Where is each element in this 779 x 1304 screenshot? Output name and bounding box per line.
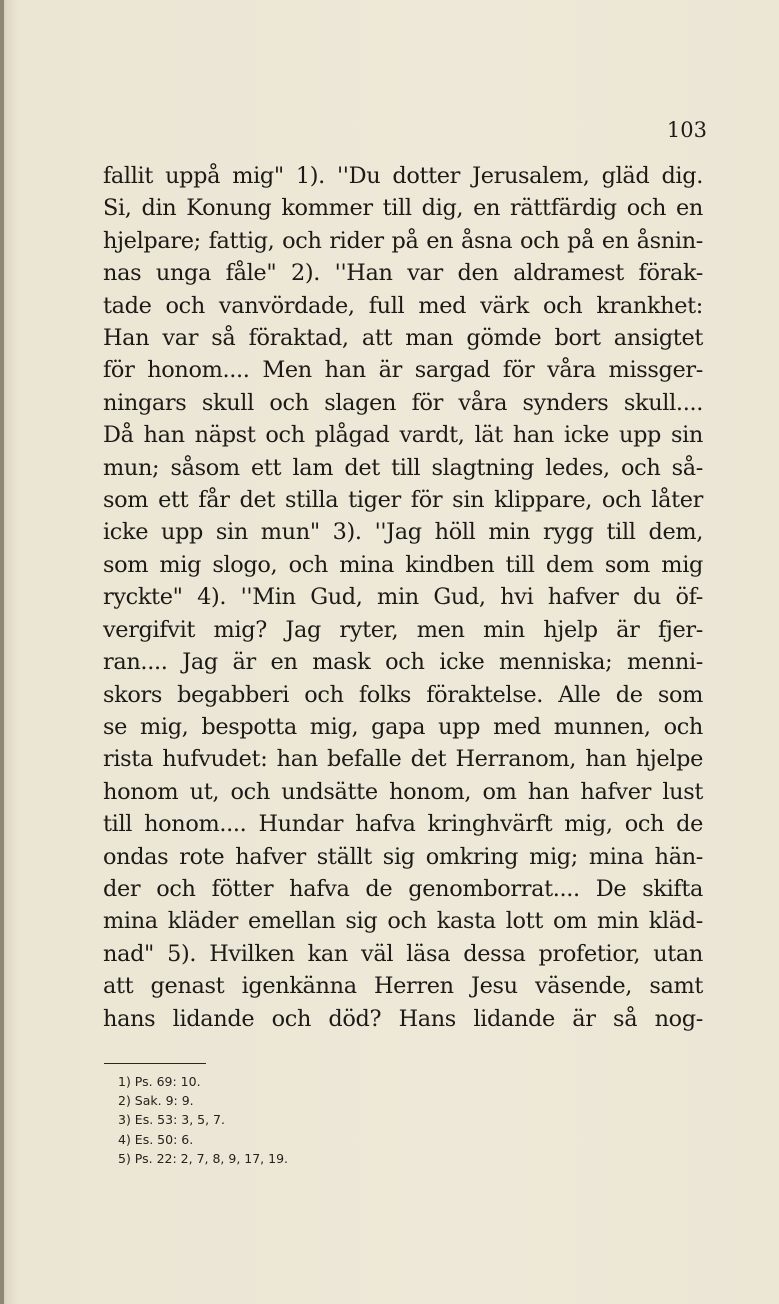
text-line: Si, din Konung kommer till dig, en rättfärdig och en — [103, 195, 703, 222]
footnotes — [118, 1072, 288, 1168]
page-number: 103 — [666, 118, 707, 142]
text-line: rista hufvudet: han befalle det Herranom, han hjelpe — [103, 746, 703, 773]
text-line: ryckte" 4). ''Min Gud, min Gud, hvi hafver du öf- — [103, 584, 703, 611]
text-line: se mig, bespotta mig, gapa upp med munnen, och — [103, 713, 703, 740]
text-line: hans lidande och död? Hans lidande är så nog- — [103, 1005, 703, 1032]
text-line: mun; såsom ett lam det till slagtning ledes, och så- — [103, 454, 703, 481]
page-spine-edge — [0, 0, 4, 1304]
footnote: 5) Ps. 22: 2, 7, 8, 9, 17, 19. — [118, 1150, 289, 1166]
text-line: ondas rote hafver ställt sig omkring mig; mina hän- — [103, 843, 703, 870]
text-line: som mig slogo, och mina kindben till dem som mig — [103, 551, 703, 578]
text-line: honom ut, och undsätte honom, om han hafver lust — [103, 778, 703, 805]
footnote: 2) Sak. 9: 9. — [118, 1093, 194, 1109]
text-line: tade och vanvördade, full med värk och krankhet: — [103, 292, 703, 319]
text-line: icke upp sin mun" 3). ''Jag höll min rygg till dem, — [103, 519, 703, 546]
text-line: skors begabberi och folks föraktelse. Alle de som — [103, 681, 703, 708]
text-line: mina kläder emellan sig och kasta lott om min kläd- — [103, 908, 703, 935]
body-text — [103, 160, 703, 1035]
text-line: för honom.... Men han är sargad för våra missger- — [103, 357, 703, 384]
text-line: ningars skull och slagen för våra synders skull.... — [103, 389, 703, 416]
text-line: Då han näpst och plågad vardt, lät han icke upp sin — [103, 422, 703, 449]
text-line: hjelpare; fattig, och rider på en åsna och på en åsnin- — [103, 227, 703, 254]
footnote: 1) Ps. 69: 10. — [118, 1074, 201, 1089]
text-line: der och fötter hafva de genomborrat.... De skifta — [103, 875, 703, 902]
footnote: 4) Es. 50: 6. — [118, 1131, 194, 1147]
text-line: nad" 5). Hvilken kan väl läsa dessa profetior, utan — [103, 940, 703, 967]
footnote: 3) Es. 53: 3, 5, 7. — [118, 1112, 225, 1128]
text-line: att genast igenkänna Herren Jesu väsende, samt — [103, 973, 703, 1000]
text-line: fallit uppå mig" 1). ''Du dotter Jerusalem, gläd dig. — [103, 163, 703, 189]
text-line: Han var så föraktad, att man gömde bort ansigtet — [103, 325, 703, 352]
text-line: nas unga fåle" 2). ''Han var den aldramest förak- — [103, 260, 703, 287]
text-line: ran.... Jag är en mask och icke menniska; menni- — [103, 649, 703, 676]
text-line: vergifvit mig? Jag ryter, men min hjelp är fjer- — [103, 616, 703, 643]
footnote-divider — [104, 1063, 206, 1064]
text-line: till honom.... Hundar hafva kringhvärft mig, och de — [103, 811, 703, 838]
text-line: som ett får det stilla tiger för sin klippare, och låter — [103, 487, 703, 514]
